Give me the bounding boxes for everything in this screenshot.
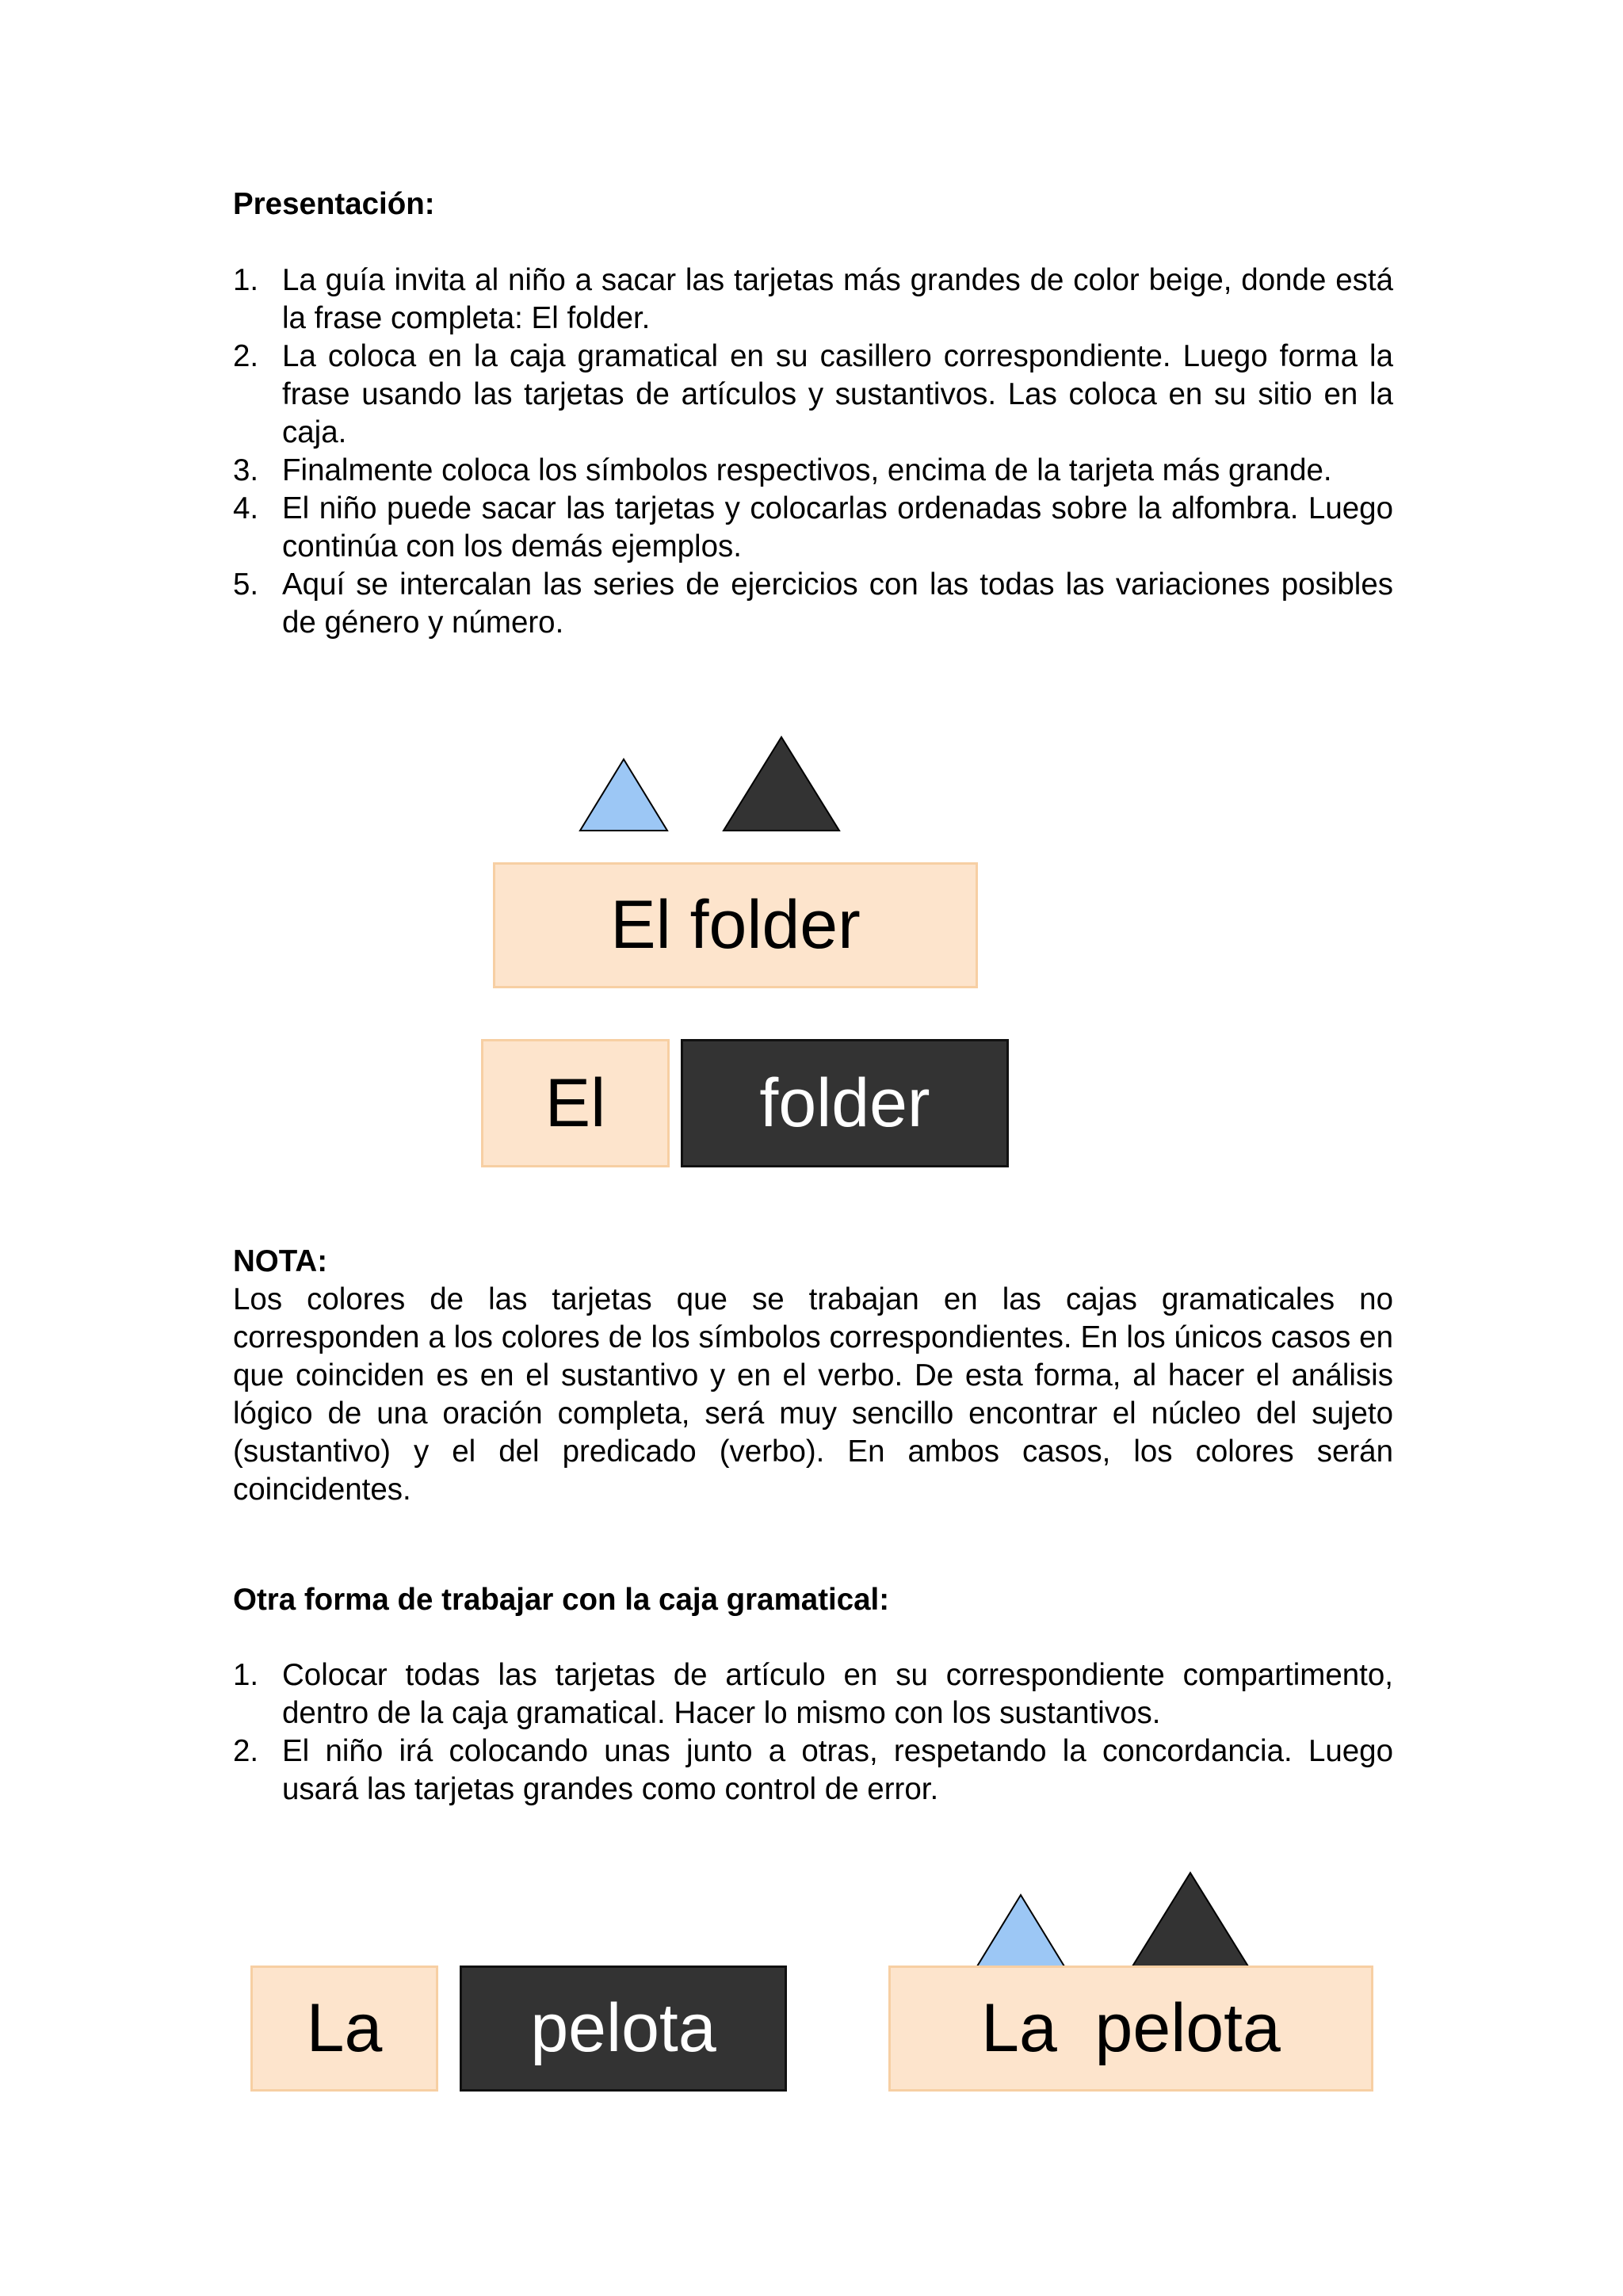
- presentacion-heading: Presentación:: [233, 187, 435, 221]
- otra-forma-steps: [233, 1656, 1393, 1809]
- presentacion-steps: [233, 262, 1393, 642]
- list-item: 2. La coloca en la caja gramatical en su casillero correspondiente. Luego forma la frase usando las tarjetas de artículos y sustantivos. Las coloca en su sitio en la caja.: [233, 339, 1393, 449]
- list-item: 2. El niño irá colocando unas junto a otras, respetando la concordancia. Luego usará las tarjetas grandes como control de error.: [233, 1734, 1393, 1806]
- list-item: 4. El niño puede sacar las tarjetas y colocarlas ordenadas sobre la alfombra. Luego continúa con los demás ejemplos.: [233, 491, 1393, 563]
- article-card: El: [481, 1039, 670, 1167]
- phrase-card: El folder: [493, 862, 978, 988]
- noun-symbol-triangle-icon: [721, 735, 842, 832]
- article-card: La: [250, 1966, 438, 2092]
- phrase-card: La pelota: [888, 1966, 1373, 2092]
- noun-card: folder: [681, 1039, 1009, 1167]
- article-symbol-triangle-icon: [975, 1893, 1067, 1968]
- list-item: 1. Colocar todas las tarjetas de artículo en su correspondiente compartimento, dentro de la caja gramatical. Hacer lo mismo con los sustantivos.: [233, 1658, 1393, 1730]
- list-item: 1. La guía invita al niño a sacar las tarjetas más grandes de color beige, donde está la frase completa: El folder.: [233, 263, 1393, 335]
- list-item: 3. Finalmente coloca los símbolos respectivos, encima de la tarjeta más grande.: [233, 453, 1332, 487]
- noun-card: pelota: [460, 1966, 787, 2092]
- nota-heading: NOTA:: [233, 1244, 328, 1278]
- otra-forma-heading: Otra forma de trabajar con la caja gramatical:: [233, 1583, 890, 1617]
- noun-symbol-triangle-icon: [1130, 1871, 1251, 1968]
- article-symbol-triangle-icon: [578, 758, 670, 832]
- nota-body: Los colores de las tarjetas que se trabajan en las cajas gramaticales no corresponden a los colores de los símbolos correspondientes. En los únicos casos en que coinciden es en el sustantivo y en el verbo. De esta forma, al hacer el análisis lógico de una oración completa, será muy sencillo encontrar el núcleo del sujeto (sustantivo) y el del predicado (verbo). En ambos casos, los colores serán coincidentes.: [233, 1282, 1393, 1507]
- list-item: 5. Aquí se intercalan las series de ejercicios con las todas las variaciones posibles de género y número.: [233, 567, 1393, 640]
